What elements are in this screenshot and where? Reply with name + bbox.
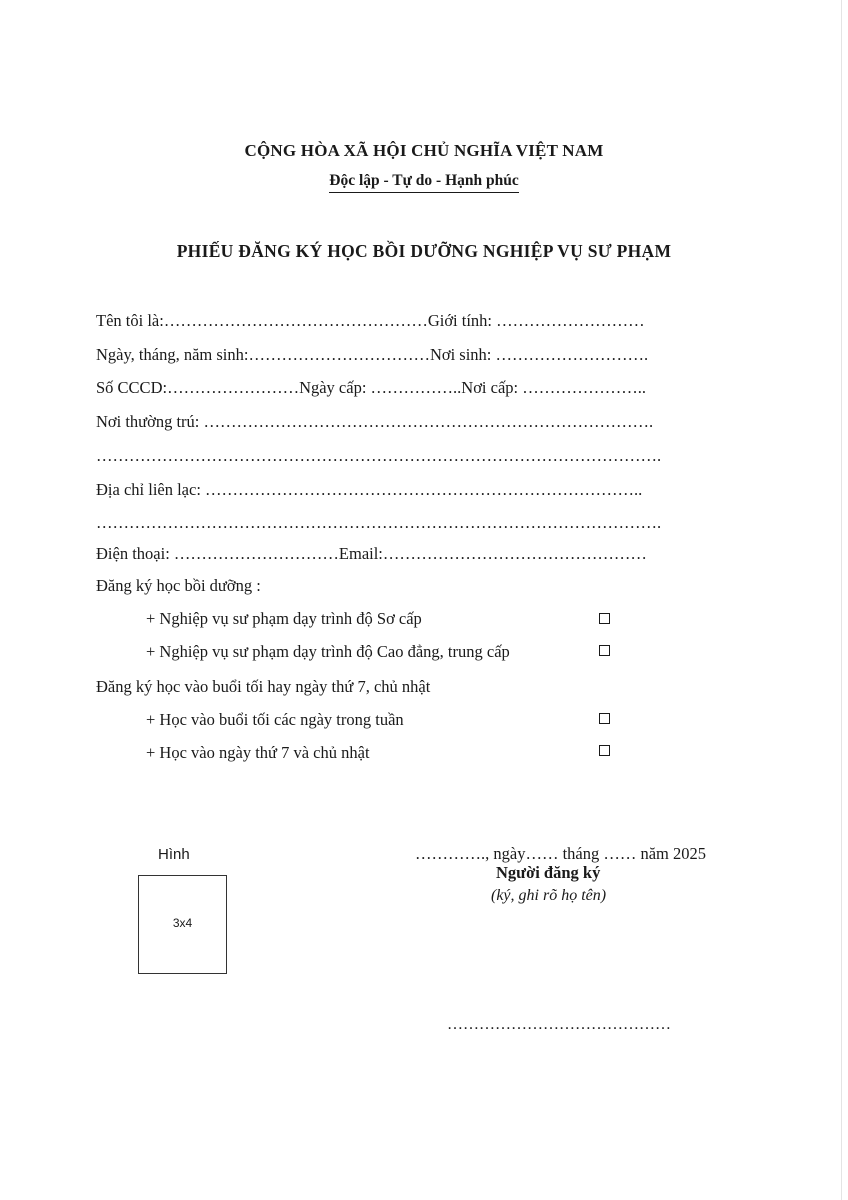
document-title: PHIẾU ĐĂNG KÝ HỌC BỒI DƯỠNG NGHIỆP VỤ SƯ PHẠM	[176, 241, 672, 261]
residence-line[interactable]: Nơi thường trú: ……………………………………………………………………….	[96, 412, 654, 431]
photo-placeholder	[138, 875, 227, 974]
national-title: CỘNG HÒA XÃ HỘI CHỦ NGHĨA VIỆT NAM	[244, 141, 604, 160]
signer-label: Người đăng ký	[496, 863, 601, 882]
course-primary-checkbox[interactable]	[599, 613, 610, 624]
signature-note: (ký, ghi rõ họ tên)	[491, 887, 607, 904]
name-gender-line[interactable]: Tên tôi là:…………………………………………Giới tính: ………………………	[96, 311, 645, 330]
course-option-college: + Nghiệp vụ sư phạm dạy trình độ Cao đẳng, trung cấp	[146, 642, 510, 661]
schedule-evening-checkbox[interactable]	[599, 713, 610, 724]
residence-continuation-line[interactable]: ………………………………………………………………………………………….	[96, 446, 662, 465]
phone-email-line[interactable]: Điện thoại: …………………………Email:…………………………………………	[96, 544, 647, 563]
course-college-checkbox[interactable]	[599, 645, 610, 656]
birth-line[interactable]: Ngày, tháng, năm sinh:……………………………Nơi sinh: ……………………….	[96, 345, 649, 364]
schedule-weekend-checkbox[interactable]	[599, 745, 610, 756]
national-motto-wrap	[0, 172, 848, 193]
place-date-line[interactable]: …………., ngày…… tháng …… năm 2025	[415, 844, 707, 863]
contact-address-line[interactable]: Địa chỉ liên lạc: ……………………………………………………………………..	[96, 480, 643, 499]
schedule-option-weekend: + Học vào ngày thứ 7 và chủ nhật	[146, 743, 370, 762]
national-motto: Độc lập - Tự do - Hạnh phúc	[329, 172, 518, 193]
course-heading: Đăng ký học bồi dưỡng :	[96, 576, 261, 595]
photo-label: Hình	[158, 846, 190, 863]
contact-address-continuation-line[interactable]: ………………………………………………………………………………………….	[96, 513, 662, 532]
photo-size-label: 3x4	[172, 916, 193, 930]
schedule-heading: Đăng ký học vào buổi tối hay ngày thứ 7, chủ nhật	[96, 677, 431, 696]
schedule-option-evening: + Học vào buổi tối các ngày trong tuần	[146, 710, 404, 729]
course-option-primary: + Nghiệp vụ sư phạm dạy trình độ Sơ cấp	[146, 609, 422, 628]
signature-line[interactable]: ……………………………………	[447, 1016, 671, 1033]
id-card-line[interactable]: Số CCCD:……………………Ngày cấp: ……………..Nơi cấp: …………………..	[96, 378, 646, 397]
